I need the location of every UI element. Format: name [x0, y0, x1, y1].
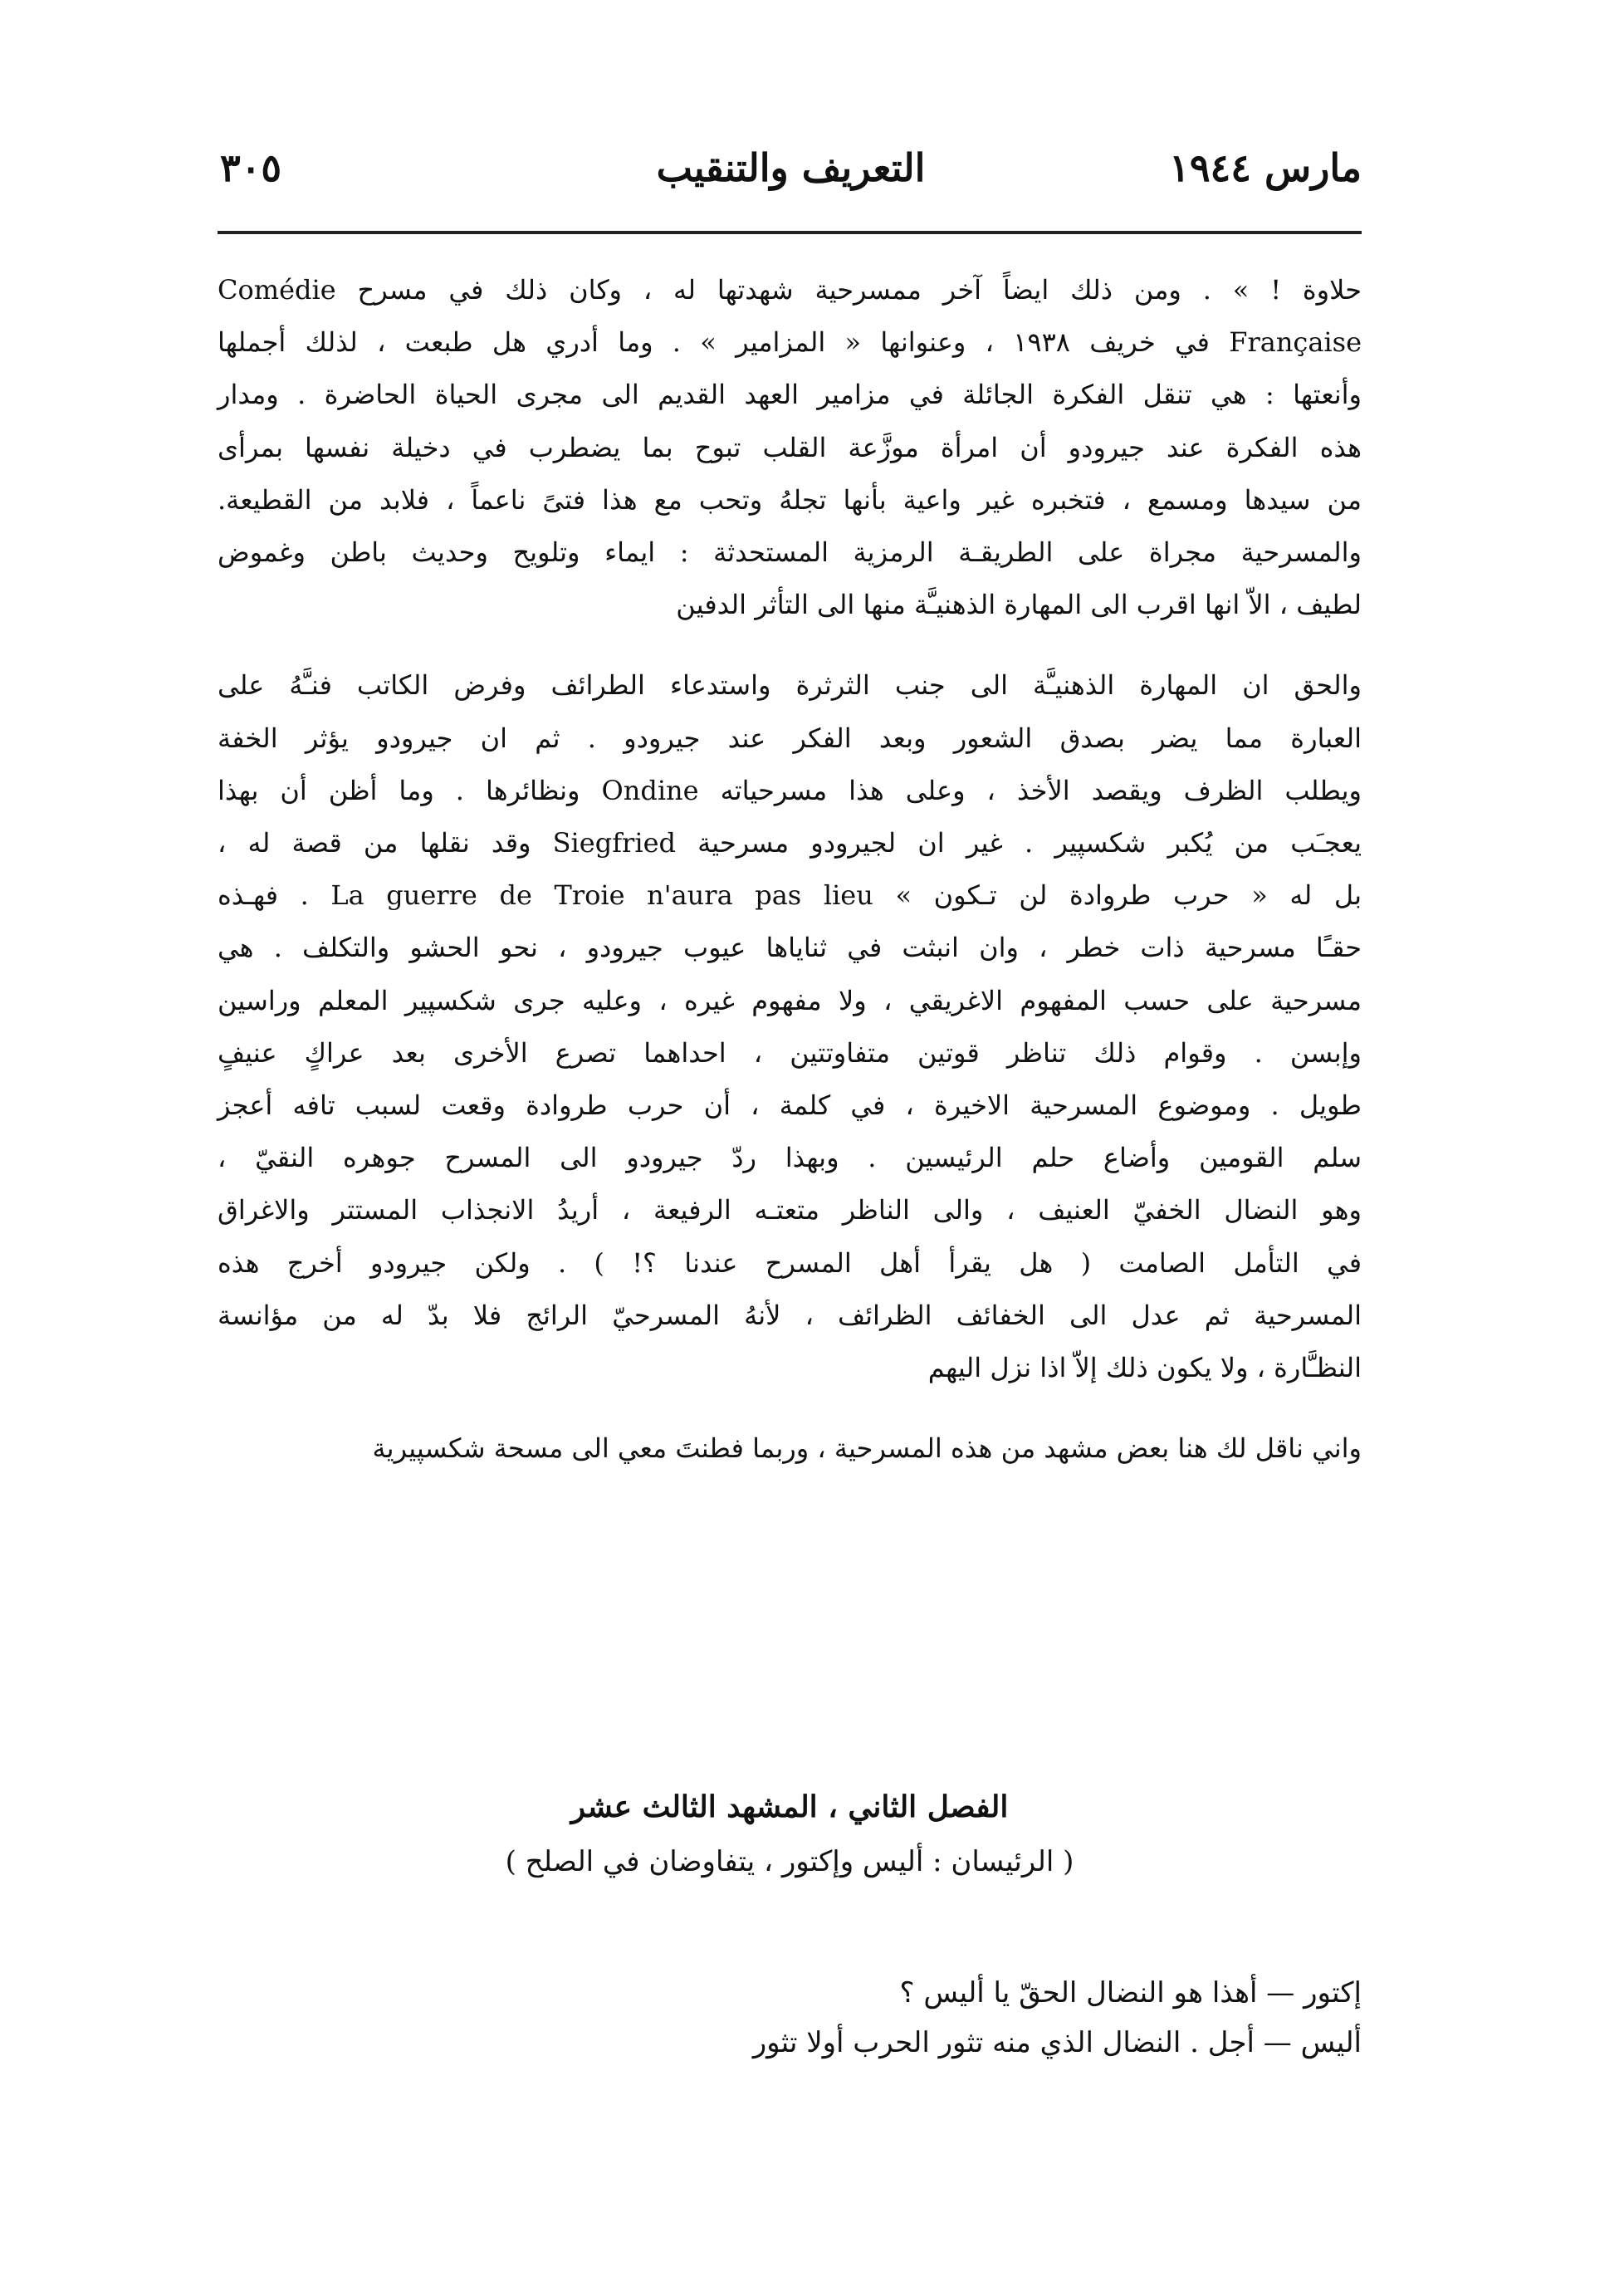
paragraph [218, 264, 1362, 631]
text-line: العبارة مما يضر بصدق الشعور وبعد الفكر عند جيرودو . ثم ان جيرودو يؤثر الخفة [218, 722, 1362, 754]
text-line: ويطلب الظرف ويقصد الأخذ ، وعلى هذا مسرحياته Ondine ونظائرها . وما أظن أن بهذا [218, 774, 1362, 806]
text-line: Française في خريف ١٩٣٨ ، وعنوانها « المزامير » . وما أدري هل طبعت ، لذلك أجملها [218, 326, 1362, 359]
paragraph [218, 659, 1362, 1394]
text-line: المسرحية ثم عدل الى الخفائف الظرائف ، لأنهُ المسرحيّ الرائج فلا بدّ له من مؤانسة [218, 1299, 1362, 1331]
header-section-title: التعريف والتنقيب [656, 145, 926, 190]
paragraph-gap [218, 631, 1362, 659]
page-number: ٣٠٥ [220, 145, 282, 190]
paragraph-gap [218, 1394, 1362, 1422]
text-line: بل له « حرب طروادة لن تـكون » La guerre de Troie n'aura pas lieu . فهـذه [218, 879, 1362, 912]
article-body [218, 264, 1362, 1475]
text-line: والحق ان المهارة الذهنيـَّة الى جنب الثرثرة واستدعاء الطرائف وفرض الكاتب فنـَّهُ على [218, 669, 1362, 702]
text-line: وهو النضال الخفيّ العنيف ، والى الناظر متعتـه الرفيعة ، أريدُ الانجذاب المستتر والاغراق [218, 1194, 1362, 1226]
header-date: مارس ١٩٤٤ [1169, 145, 1362, 190]
text-line: هذه الفكرة عند جيرودو أن امرأة موزَّعة القلب تبوح بما يضطرب في دخيلة نفسها بمرأى [218, 431, 1362, 463]
text-line: وأنعتها : هي تنقل الفكرة الجائلة في مزامير العهد القديم الى مجرى الحياة الحاضرة . ومدار [218, 379, 1362, 411]
running-header [220, 145, 1362, 203]
text-line: لطيف ، الاّ انها اقرب الى المهارة الذهنيـَّة منها الى التأثر الدفين [676, 589, 1362, 621]
text-line: سلم القومين وأضاع حلم الرئيسين . وبهذا ردّ جيرودو الى المسرح جوهره النقيّ ، [218, 1142, 1362, 1174]
text-line: في التأمل الصامت ( هل يقرأ أهل المسرح عندنا ؟! ) . ولكن جيرودو أخرج هذه [218, 1246, 1362, 1279]
dialogue-line: إكتور — أهذا هو النضال الحقّ يا أليس ؟ [899, 1976, 1362, 2010]
text-line: واني ناقل لك هنا بعض مشهد من هذه المسرحية ، وربما فطنتَ معي الى مسحة شكسپيرية [372, 1432, 1362, 1465]
scene-title: الفصل الثاني ، المشهد الثالث عشر [570, 1789, 1009, 1824]
scene-subtitle: ( الرئيسان : أليس وإكتور ، يتفاوضان في الصلح ) [505, 1845, 1074, 1878]
text-line: وإبسن . وقوام ذلك تناظر قوتين متفاوتتين ، احداهما تصرع الأخرى بعد عراكٍ عنيفٍ [218, 1036, 1362, 1069]
text-line: مسرحية على حسب المفهوم الاغريقي ، ولا مفهوم غيره ، وعليه جرى شكسپير المعلم وراسين [218, 984, 1362, 1016]
dialogue-line: أليس — أجل . النضال الذي منه تثور الحرب أولا تثور [752, 2026, 1362, 2059]
text-line: حلاوة ! » . ومن ذلك ايضاً آخر ممسرحية شهدتها له ، وكان ذلك في مسرح Comédie [218, 274, 1362, 306]
scene-heading [218, 1779, 1362, 1889]
dialogue [218, 1968, 1362, 2068]
text-line: حقـًا مسرحية ذات خطر ، وان انبثت في ثناياها عيوب جيرودو ، نحو الحشو والتكلف . هي [218, 932, 1362, 964]
text-line: والمسرحية مجراة على الطريقـة الرمزية المستحدثة : ايماء وتلويح وحديث باطن وغموض [218, 536, 1362, 569]
text-line: النظـَّارة ، ولا يكون ذلك إلاّ اذا نزل اليهم [927, 1352, 1362, 1384]
text-line: يعجـَب من يُكبر شكسپير . غير ان لجيرودو مسرحية Siegfried وقد نقلها من قصة له ، [218, 827, 1362, 859]
header-rule [218, 231, 1362, 234]
text-line: من سيدها ومسمع ، فتخبره غير واعية بأنها تجلهُ وتحب مع هذا فتىً ناعماً ، فلابد من القطيعة. [218, 483, 1362, 516]
paragraph [218, 1422, 1362, 1475]
text-line: طويل . وموضوع المسرحية الاخيرة ، في كلمة ، أن حرب طروادة وقعت لسبب تافه أعجز [218, 1089, 1362, 1122]
